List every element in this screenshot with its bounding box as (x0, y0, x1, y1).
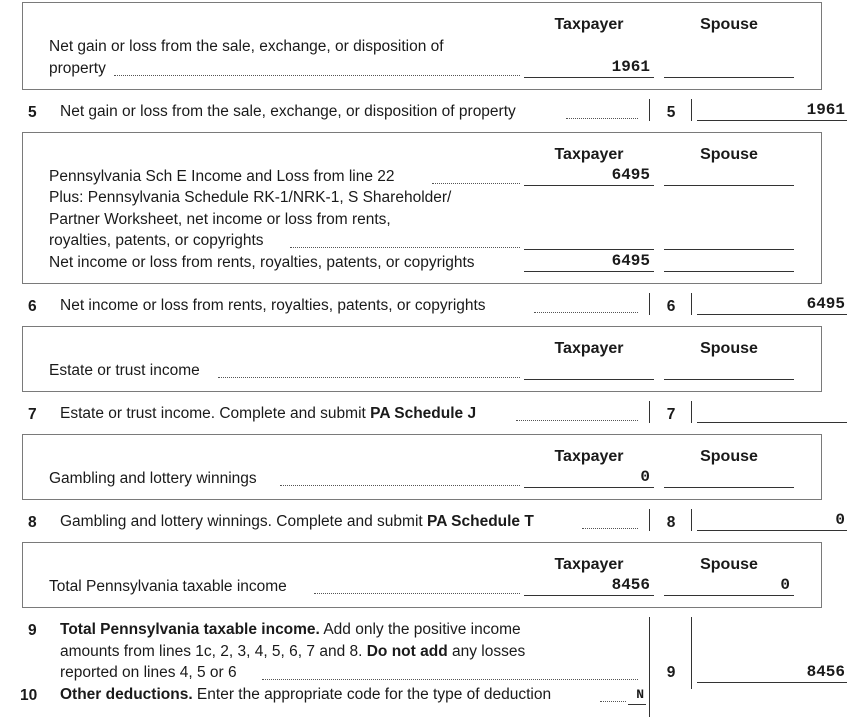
line-9-number: 9 (28, 622, 37, 639)
box-divider (649, 293, 650, 315)
leader-dots (280, 484, 520, 486)
amount-underline (697, 530, 847, 531)
box4-taxpayer-value[interactable]: 0 (640, 468, 650, 486)
box2-row2-line3: royalties, patents, or copyrights (49, 232, 264, 249)
line-9-value[interactable]: 8456 (806, 663, 845, 681)
line-10-deduction-code[interactable]: N (636, 687, 644, 702)
taxpayer-field-underline (524, 185, 654, 186)
line-7-label-text: Estate or trust income. Complete and submit (60, 405, 371, 422)
taxpayer-field-underline (524, 487, 654, 488)
amount-underline (697, 682, 847, 683)
spouse-field-underline (664, 185, 794, 186)
line-5-number: 5 (28, 104, 37, 121)
taxpayer-header: Taxpayer (554, 448, 624, 465)
leader-dots (432, 182, 520, 184)
line-9-text: any losses (447, 643, 526, 660)
box2-row3-label: Net income or loss from rents, royalties, patents, or copyrights (49, 254, 475, 271)
box2-row1-taxpayer[interactable]: 6495 (611, 166, 650, 184)
taxpayer-header: Taxpayer (554, 16, 624, 33)
box3-label: Estate or trust income (49, 362, 200, 379)
amount-underline (697, 120, 847, 121)
line-5-box-number: 5 (666, 104, 676, 121)
spouse-field-underline (664, 271, 794, 272)
line-10-label (60, 685, 551, 705)
box1-label-line1: Net gain or loss from the sale, exchange, or disposition of (49, 38, 444, 55)
box-divider (691, 99, 692, 121)
box2-row2-line2: Partner Worksheet, net income or loss from rents, (49, 211, 391, 228)
leader-dots (516, 419, 638, 421)
gambling-detail-box (22, 434, 822, 500)
spouse-field-underline (664, 249, 794, 250)
taxpayer-header: Taxpayer (554, 340, 624, 357)
leader-dots (290, 246, 520, 248)
spouse-header: Spouse (700, 16, 758, 33)
spouse-field-underline (664, 595, 794, 596)
taxpayer-field-underline (524, 595, 654, 596)
taxpayer-field-underline (524, 379, 654, 380)
line-10-text: Enter the appropriate code for the type of deduction (192, 686, 552, 703)
leader-dots (566, 117, 638, 119)
leader-dots (600, 700, 626, 702)
estate-trust-detail-box (22, 326, 822, 392)
box1-label-line2: property (49, 60, 106, 77)
line-6-label: Net income or loss from rents, royalties, patents, or copyrights (60, 297, 486, 314)
box5-taxpayer-value[interactable]: 8456 (611, 576, 650, 594)
taxpayer-field-underline (524, 271, 654, 272)
box1-taxpayer-value[interactable]: 1961 (611, 58, 650, 76)
amount-underline (697, 422, 847, 423)
box-divider (649, 509, 650, 531)
line-9-label-line3: reported on lines 4, 5 or 6 (60, 664, 237, 681)
spouse-header: Spouse (700, 340, 758, 357)
leader-dots (582, 527, 638, 529)
box-divider (691, 617, 692, 689)
line-9-bold-title: Total Pennsylvania taxable income. (60, 621, 320, 638)
line-7-number: 7 (28, 406, 37, 423)
line-8-value[interactable]: 0 (835, 511, 845, 529)
box2-row1-label: Pennsylvania Sch E Income and Loss from line 22 (49, 168, 395, 185)
schedule-j-link[interactable]: PA Schedule J (370, 405, 477, 422)
box-divider (649, 99, 650, 121)
line-6-box-number: 6 (666, 298, 676, 315)
line-10-number: 10 (20, 687, 38, 704)
code-underline (628, 704, 646, 705)
line-5-value[interactable]: 1961 (806, 101, 845, 119)
line-9-label-line1 (60, 620, 521, 640)
line-7-label (60, 404, 476, 424)
taxpayer-header: Taxpayer (554, 146, 624, 163)
leader-dots (218, 376, 520, 378)
line-6-number: 6 (28, 298, 37, 315)
taxpayer-field-underline (524, 249, 654, 250)
box2-row3-taxpayer[interactable]: 6495 (611, 252, 650, 270)
leader-dots (534, 311, 638, 313)
line-10-bold-title: Other deductions. (60, 686, 193, 703)
taxpayer-header: Taxpayer (554, 556, 624, 573)
box-divider (691, 401, 692, 423)
box5-label: Total Pennsylvania taxable income (49, 578, 287, 595)
box-divider (691, 509, 692, 531)
line-8-label-text: Gambling and lottery winnings. Complete and submit (60, 513, 428, 530)
line-6-value[interactable]: 6495 (806, 295, 845, 313)
schedule-t-link[interactable]: PA Schedule T (427, 513, 534, 530)
spouse-field-underline (664, 379, 794, 380)
line-8-label (60, 512, 534, 532)
line-5-label: Net gain or loss from the sale, exchange, or disposition of property (60, 103, 516, 120)
box-divider (649, 617, 650, 717)
line-9-box-number: 9 (666, 664, 676, 681)
box-divider (691, 293, 692, 315)
spouse-header: Spouse (700, 146, 758, 163)
box-divider (649, 401, 650, 423)
spouse-header: Spouse (700, 448, 758, 465)
spouse-header: Spouse (700, 556, 758, 573)
line-8-box-number: 8 (666, 514, 676, 531)
amount-underline (697, 314, 847, 315)
line-9-label-line2 (60, 642, 525, 662)
line-7-box-number: 7 (666, 406, 676, 423)
leader-dots (262, 678, 638, 680)
line-8-number: 8 (28, 514, 37, 531)
line-9-text: amounts from lines 1c, 2, 3, 4, 5, 6, 7 and 8. (60, 643, 367, 660)
spouse-field-underline (664, 77, 794, 78)
box5-spouse-value[interactable]: 0 (780, 576, 790, 594)
box4-label: Gambling and lottery winnings (49, 470, 257, 487)
line-9-do-not-add: Do not add (366, 643, 448, 660)
box2-row2-line1: Plus: Pennsylvania Schedule RK-1/NRK-1, S Shareholder/ (49, 189, 452, 206)
leader-dots (314, 592, 520, 594)
line-9-text: Add only the positive income (319, 621, 521, 638)
leader-dots (114, 74, 520, 76)
taxpayer-field-underline (524, 77, 654, 78)
spouse-field-underline (664, 487, 794, 488)
